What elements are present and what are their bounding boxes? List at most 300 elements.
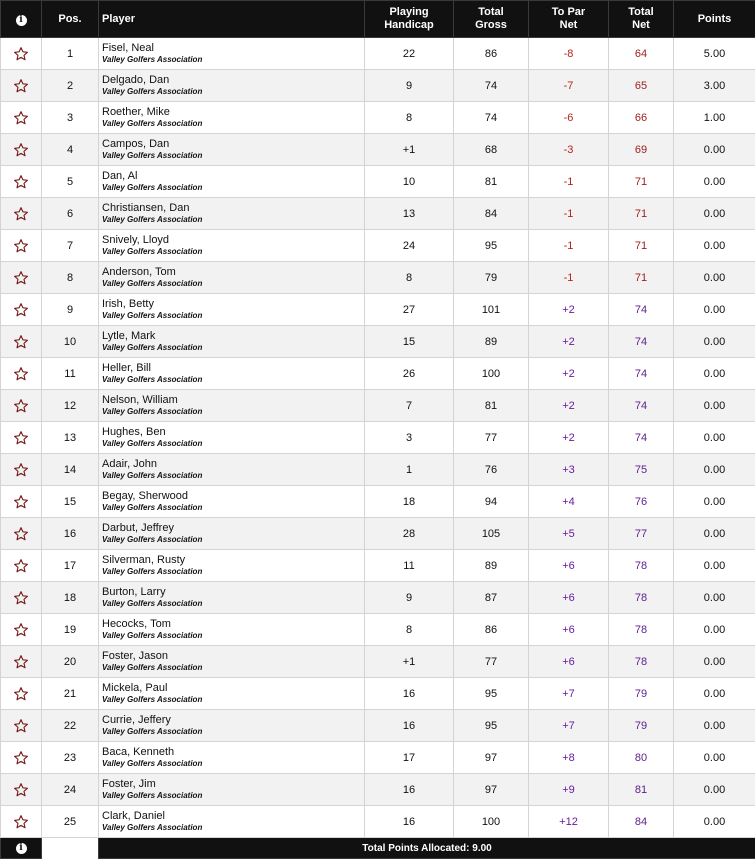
player-association: Valley Golfers Association <box>102 630 364 642</box>
favorite-cell[interactable] <box>1 582 42 614</box>
player-cell[interactable] <box>99 518 365 550</box>
table-row[interactable] <box>1 646 755 678</box>
star-outline-icon[interactable] <box>13 783 29 795</box>
position-cell: 12 <box>42 390 99 422</box>
gross-cell: 95 <box>454 710 529 742</box>
player-cell[interactable] <box>99 646 365 678</box>
player-cell[interactable] <box>99 486 365 518</box>
net-cell: 71 <box>609 230 674 262</box>
player-name[interactable]: Adair, John <box>102 458 364 470</box>
star-outline-icon[interactable] <box>13 751 29 763</box>
footer-row <box>1 838 755 859</box>
position-cell: 13 <box>42 422 99 454</box>
favorite-cell[interactable] <box>1 518 42 550</box>
handicap-cell: 15 <box>365 326 454 358</box>
player-name[interactable]: Dan, Al <box>102 170 364 182</box>
handicap-cell: +1 <box>365 646 454 678</box>
points-cell: 0.00 <box>674 326 755 358</box>
position-cell: 11 <box>42 358 99 390</box>
handicap-cell: 16 <box>365 774 454 806</box>
player-name[interactable]: Christiansen, Dan <box>102 202 364 214</box>
player-header[interactable]: Player <box>99 1 365 38</box>
star-outline-icon[interactable] <box>13 815 29 827</box>
favorite-cell[interactable] <box>1 166 42 198</box>
points-cell: 0.00 <box>674 678 755 710</box>
player-name[interactable]: Fisel, Neal <box>102 42 364 54</box>
player-cell[interactable] <box>99 582 365 614</box>
player-cell[interactable] <box>99 102 365 134</box>
player-association: Valley Golfers Association <box>102 374 364 386</box>
player-association: Valley Golfers Association <box>102 598 364 610</box>
net-cell: 79 <box>609 678 674 710</box>
topar-cell: +7 <box>529 678 609 710</box>
handicap-cell: 9 <box>365 70 454 102</box>
favorite-cell[interactable] <box>1 550 42 582</box>
gross-cell: 86 <box>454 38 529 70</box>
player-cell[interactable] <box>99 806 365 838</box>
gross-header-line2: Gross <box>475 19 507 31</box>
gross-cell: 101 <box>454 294 529 326</box>
pos-header[interactable]: Pos. <box>42 1 99 38</box>
net-cell: 76 <box>609 486 674 518</box>
points-cell: 0.00 <box>674 230 755 262</box>
net-cell: 75 <box>609 454 674 486</box>
favorite-cell[interactable] <box>1 614 42 646</box>
table-row[interactable] <box>1 806 755 838</box>
net-cell: 64 <box>609 38 674 70</box>
handicap-cell: 13 <box>365 198 454 230</box>
table-row[interactable] <box>1 70 755 102</box>
favorite-cell[interactable] <box>1 70 42 102</box>
gross-cell: 76 <box>454 454 529 486</box>
favorite-cell[interactable] <box>1 710 42 742</box>
star-outline-icon[interactable] <box>13 495 29 507</box>
points-cell: 0.00 <box>674 422 755 454</box>
player-cell[interactable] <box>99 294 365 326</box>
handicap-cell: 26 <box>365 358 454 390</box>
points-header[interactable]: Points <box>674 1 755 38</box>
player-cell[interactable] <box>99 38 365 70</box>
gross-cell: 97 <box>454 742 529 774</box>
star-outline-icon[interactable] <box>13 47 29 59</box>
gross-cell: 87 <box>454 582 529 614</box>
net-cell: 78 <box>609 614 674 646</box>
handicap-cell: 8 <box>365 614 454 646</box>
position-cell: 20 <box>42 646 99 678</box>
table-row[interactable] <box>1 550 755 582</box>
handicap-cell: 8 <box>365 262 454 294</box>
points-cell: 0.00 <box>674 358 755 390</box>
net-cell: 79 <box>609 710 674 742</box>
topar-cell: +6 <box>529 646 609 678</box>
player-association: Valley Golfers Association <box>102 470 364 482</box>
player-association: Valley Golfers Association <box>102 694 364 706</box>
gross-header-line1: Total <box>478 6 503 18</box>
player-name[interactable]: Hughes, Ben <box>102 426 364 438</box>
star-outline-icon[interactable] <box>13 399 29 411</box>
player-cell[interactable] <box>99 678 365 710</box>
handicap-cell: 11 <box>365 550 454 582</box>
topar-cell: +3 <box>529 454 609 486</box>
header-row <box>1 1 755 38</box>
player-association: Valley Golfers Association <box>102 758 364 770</box>
handicap-cell: 17 <box>365 742 454 774</box>
player-association: Valley Golfers Association <box>102 342 364 354</box>
net-cell: 78 <box>609 646 674 678</box>
topar-cell: -7 <box>529 70 609 102</box>
player-association: Valley Golfers Association <box>102 86 364 98</box>
gross-cell: 95 <box>454 230 529 262</box>
player-name[interactable]: Campos, Dan <box>102 138 364 150</box>
position-cell: 17 <box>42 550 99 582</box>
table-row[interactable] <box>1 518 755 550</box>
table-row[interactable] <box>1 678 755 710</box>
player-association: Valley Golfers Association <box>102 822 364 834</box>
position-cell: 25 <box>42 806 99 838</box>
points-cell: 0.00 <box>674 486 755 518</box>
topar-cell: -1 <box>529 262 609 294</box>
handicap-header-line2: Handicap <box>384 19 434 31</box>
star-outline-icon[interactable] <box>13 655 29 667</box>
favorite-cell[interactable] <box>1 230 42 262</box>
handicap-cell: 9 <box>365 582 454 614</box>
points-cell: 0.00 <box>674 614 755 646</box>
star-outline-icon[interactable] <box>13 335 29 347</box>
position-cell: 9 <box>42 294 99 326</box>
table-row[interactable] <box>1 742 755 774</box>
handicap-cell: 3 <box>365 422 454 454</box>
points-cell: 0.00 <box>674 198 755 230</box>
favorite-cell[interactable] <box>1 646 42 678</box>
position-cell: 1 <box>42 38 99 70</box>
star-outline-icon[interactable] <box>13 271 29 283</box>
gross-cell: 95 <box>454 678 529 710</box>
player-name[interactable]: Delgado, Dan <box>102 74 364 86</box>
player-cell[interactable] <box>99 230 365 262</box>
player-cell[interactable] <box>99 134 365 166</box>
handicap-cell: 10 <box>365 166 454 198</box>
player-name[interactable]: Roether, Mike <box>102 106 364 118</box>
player-name[interactable]: Darbut, Jeffrey <box>102 522 364 534</box>
star-outline-icon[interactable] <box>13 719 29 731</box>
player-cell[interactable] <box>99 166 365 198</box>
position-cell: 21 <box>42 678 99 710</box>
star-outline-icon[interactable] <box>13 111 29 123</box>
star-outline-icon[interactable] <box>13 431 29 443</box>
gross-cell: 79 <box>454 262 529 294</box>
topar-cell: -1 <box>529 166 609 198</box>
player-association: Valley Golfers Association <box>102 726 364 738</box>
handicap-cell: 28 <box>365 518 454 550</box>
net-cell: 74 <box>609 294 674 326</box>
position-cell: 8 <box>42 262 99 294</box>
player-name[interactable]: Mickela, Paul <box>102 682 364 694</box>
table-row[interactable] <box>1 166 755 198</box>
table-row[interactable] <box>1 358 755 390</box>
favorite-cell[interactable] <box>1 294 42 326</box>
player-name[interactable]: Currie, Jeffery <box>102 714 364 726</box>
favorite-cell[interactable] <box>1 774 42 806</box>
topar-cell: +2 <box>529 358 609 390</box>
favorite-cell[interactable] <box>1 198 42 230</box>
topar-cell: +12 <box>529 806 609 838</box>
gross-cell: 100 <box>454 358 529 390</box>
points-cell: 0.00 <box>674 262 755 294</box>
favorite-cell[interactable] <box>1 262 42 294</box>
gross-header[interactable] <box>454 1 529 38</box>
net-cell: 74 <box>609 422 674 454</box>
handicap-cell: 18 <box>365 486 454 518</box>
position-cell: 15 <box>42 486 99 518</box>
gross-cell: 81 <box>454 390 529 422</box>
player-name[interactable]: Burton, Larry <box>102 586 364 598</box>
position-cell: 6 <box>42 198 99 230</box>
topar-cell: +6 <box>529 582 609 614</box>
position-cell: 4 <box>42 134 99 166</box>
net-cell: 66 <box>609 102 674 134</box>
star-outline-icon[interactable] <box>13 463 29 475</box>
handicap-cell: 27 <box>365 294 454 326</box>
table-row[interactable] <box>1 390 755 422</box>
star-outline-icon[interactable] <box>13 559 29 571</box>
player-name[interactable]: Heller, Bill <box>102 362 364 374</box>
points-cell: 0.00 <box>674 518 755 550</box>
gross-cell: 81 <box>454 166 529 198</box>
favorite-cell[interactable] <box>1 454 42 486</box>
player-cell[interactable] <box>99 326 365 358</box>
table-row[interactable] <box>1 774 755 806</box>
net-cell: 69 <box>609 134 674 166</box>
info-icon[interactable]: i <box>16 843 27 854</box>
handicap-cell: 8 <box>365 102 454 134</box>
star-outline-icon[interactable] <box>13 367 29 379</box>
position-cell: 5 <box>42 166 99 198</box>
net-cell: 81 <box>609 774 674 806</box>
player-cell[interactable] <box>99 710 365 742</box>
net-header[interactable] <box>609 1 674 38</box>
player-cell[interactable] <box>99 390 365 422</box>
player-cell[interactable] <box>99 422 365 454</box>
gross-cell: 84 <box>454 198 529 230</box>
position-cell: 2 <box>42 70 99 102</box>
player-association: Valley Golfers Association <box>102 534 364 546</box>
player-name[interactable]: Begay, Sherwood <box>102 490 364 502</box>
player-association: Valley Golfers Association <box>102 406 364 418</box>
favorite-cell[interactable] <box>1 742 42 774</box>
player-association: Valley Golfers Association <box>102 54 364 66</box>
net-cell: 74 <box>609 358 674 390</box>
points-cell: 3.00 <box>674 70 755 102</box>
favorite-cell[interactable] <box>1 134 42 166</box>
topar-cell: +2 <box>529 326 609 358</box>
handicap-cell: 22 <box>365 38 454 70</box>
player-name[interactable]: Foster, Jim <box>102 778 364 790</box>
leaderboard-body <box>1 38 755 838</box>
topar-header[interactable] <box>529 1 609 38</box>
table-row[interactable] <box>1 294 755 326</box>
player-association: Valley Golfers Association <box>102 310 364 322</box>
table-row[interactable] <box>1 134 755 166</box>
player-association: Valley Golfers Association <box>102 182 364 194</box>
points-cell: 0.00 <box>674 454 755 486</box>
topar-cell: -3 <box>529 134 609 166</box>
favorite-cell[interactable] <box>1 38 42 70</box>
points-cell: 0.00 <box>674 582 755 614</box>
net-cell: 80 <box>609 742 674 774</box>
table-row[interactable] <box>1 230 755 262</box>
player-name[interactable]: Nelson, William <box>102 394 364 406</box>
player-association: Valley Golfers Association <box>102 438 364 450</box>
favorite-cell[interactable] <box>1 358 42 390</box>
star-outline-icon[interactable] <box>13 687 29 699</box>
handicap-cell: 24 <box>365 230 454 262</box>
net-cell: 84 <box>609 806 674 838</box>
star-outline-icon[interactable] <box>13 143 29 155</box>
player-association: Valley Golfers Association <box>102 278 364 290</box>
player-association: Valley Golfers Association <box>102 214 364 226</box>
gross-cell: 89 <box>454 326 529 358</box>
player-name[interactable]: Anderson, Tom <box>102 266 364 278</box>
topar-cell: -8 <box>529 38 609 70</box>
player-cell[interactable] <box>99 742 365 774</box>
player-cell[interactable] <box>99 70 365 102</box>
info-header[interactable] <box>1 1 42 38</box>
star-outline-icon[interactable] <box>13 303 29 315</box>
position-cell: 7 <box>42 230 99 262</box>
favorite-cell[interactable] <box>1 806 42 838</box>
net-cell: 71 <box>609 166 674 198</box>
star-outline-icon[interactable] <box>13 175 29 187</box>
player-cell[interactable] <box>99 550 365 582</box>
table-row[interactable] <box>1 710 755 742</box>
topar-cell: +4 <box>529 486 609 518</box>
points-cell: 1.00 <box>674 102 755 134</box>
player-cell[interactable] <box>99 454 365 486</box>
position-cell: 23 <box>42 742 99 774</box>
table-row[interactable] <box>1 486 755 518</box>
star-outline-icon[interactable] <box>13 591 29 603</box>
star-outline-icon[interactable] <box>13 207 29 219</box>
gross-cell: 94 <box>454 486 529 518</box>
handicap-cell: 7 <box>365 390 454 422</box>
points-cell: 0.00 <box>674 166 755 198</box>
table-row[interactable] <box>1 422 755 454</box>
table-row[interactable] <box>1 454 755 486</box>
player-association: Valley Golfers Association <box>102 790 364 802</box>
net-cell: 77 <box>609 518 674 550</box>
table-row[interactable] <box>1 198 755 230</box>
topar-cell: +2 <box>529 294 609 326</box>
favorite-cell[interactable] <box>1 486 42 518</box>
player-association: Valley Golfers Association <box>102 118 364 130</box>
net-cell: 78 <box>609 550 674 582</box>
player-name[interactable]: Silverman, Rusty <box>102 554 364 566</box>
topar-cell: -1 <box>529 230 609 262</box>
topar-header-line1: To Par <box>552 6 585 18</box>
position-cell: 10 <box>42 326 99 358</box>
player-cell[interactable] <box>99 614 365 646</box>
points-cell: 0.00 <box>674 710 755 742</box>
net-cell: 74 <box>609 390 674 422</box>
table-row[interactable] <box>1 102 755 134</box>
table-row[interactable] <box>1 614 755 646</box>
star-outline-icon[interactable] <box>13 79 29 91</box>
position-cell: 24 <box>42 774 99 806</box>
player-cell[interactable] <box>99 358 365 390</box>
player-name[interactable]: Hecocks, Tom <box>102 618 364 630</box>
gross-cell: 97 <box>454 774 529 806</box>
gross-cell: 86 <box>454 614 529 646</box>
points-cell: 0.00 <box>674 806 755 838</box>
player-association: Valley Golfers Association <box>102 150 364 162</box>
handicap-header-line1: Playing <box>389 6 428 18</box>
player-name[interactable]: Irish, Betty <box>102 298 364 310</box>
handicap-header[interactable] <box>365 1 454 38</box>
position-cell: 3 <box>42 102 99 134</box>
topar-cell: +7 <box>529 710 609 742</box>
player-cell[interactable] <box>99 774 365 806</box>
points-cell: 5.00 <box>674 38 755 70</box>
points-cell: 0.00 <box>674 294 755 326</box>
favorite-cell[interactable] <box>1 326 42 358</box>
topar-cell: -1 <box>529 198 609 230</box>
player-name[interactable]: Baca, Kenneth <box>102 746 364 758</box>
favorite-cell[interactable] <box>1 390 42 422</box>
total-points-allocated: Total Points Allocated: 9.00 <box>99 838 755 859</box>
gross-cell: 77 <box>454 422 529 454</box>
table-row[interactable] <box>1 38 755 70</box>
player-association: Valley Golfers Association <box>102 502 364 514</box>
position-cell: 19 <box>42 614 99 646</box>
player-cell[interactable] <box>99 198 365 230</box>
table-row[interactable] <box>1 262 755 294</box>
net-cell: 74 <box>609 326 674 358</box>
position-cell: 14 <box>42 454 99 486</box>
player-cell[interactable] <box>99 262 365 294</box>
favorite-cell[interactable] <box>1 422 42 454</box>
topar-cell: -6 <box>529 102 609 134</box>
info-icon[interactable]: i <box>16 15 27 26</box>
table-row[interactable] <box>1 582 755 614</box>
star-outline-icon[interactable] <box>13 527 29 539</box>
topar-cell: +2 <box>529 422 609 454</box>
net-cell: 65 <box>609 70 674 102</box>
player-name[interactable]: Snively, Lloyd <box>102 234 364 246</box>
topar-cell: +8 <box>529 742 609 774</box>
points-cell: 0.00 <box>674 774 755 806</box>
position-cell: 16 <box>42 518 99 550</box>
gross-cell: 77 <box>454 646 529 678</box>
handicap-cell: 1 <box>365 454 454 486</box>
player-name[interactable]: Foster, Jason <box>102 650 364 662</box>
star-outline-icon[interactable] <box>13 239 29 251</box>
footer-info-cell[interactable] <box>1 838 42 859</box>
player-association: Valley Golfers Association <box>102 246 364 258</box>
player-name[interactable]: Clark, Daniel <box>102 810 364 822</box>
star-outline-icon[interactable] <box>13 623 29 635</box>
favorite-cell[interactable] <box>1 102 42 134</box>
favorite-cell[interactable] <box>1 678 42 710</box>
position-cell: 18 <box>42 582 99 614</box>
net-cell: 71 <box>609 262 674 294</box>
topar-cell: +5 <box>529 518 609 550</box>
table-row[interactable] <box>1 326 755 358</box>
topar-cell: +6 <box>529 614 609 646</box>
net-cell: 71 <box>609 198 674 230</box>
handicap-cell: 16 <box>365 806 454 838</box>
footer-gap <box>42 838 99 859</box>
player-name[interactable]: Lytle, Mark <box>102 330 364 342</box>
